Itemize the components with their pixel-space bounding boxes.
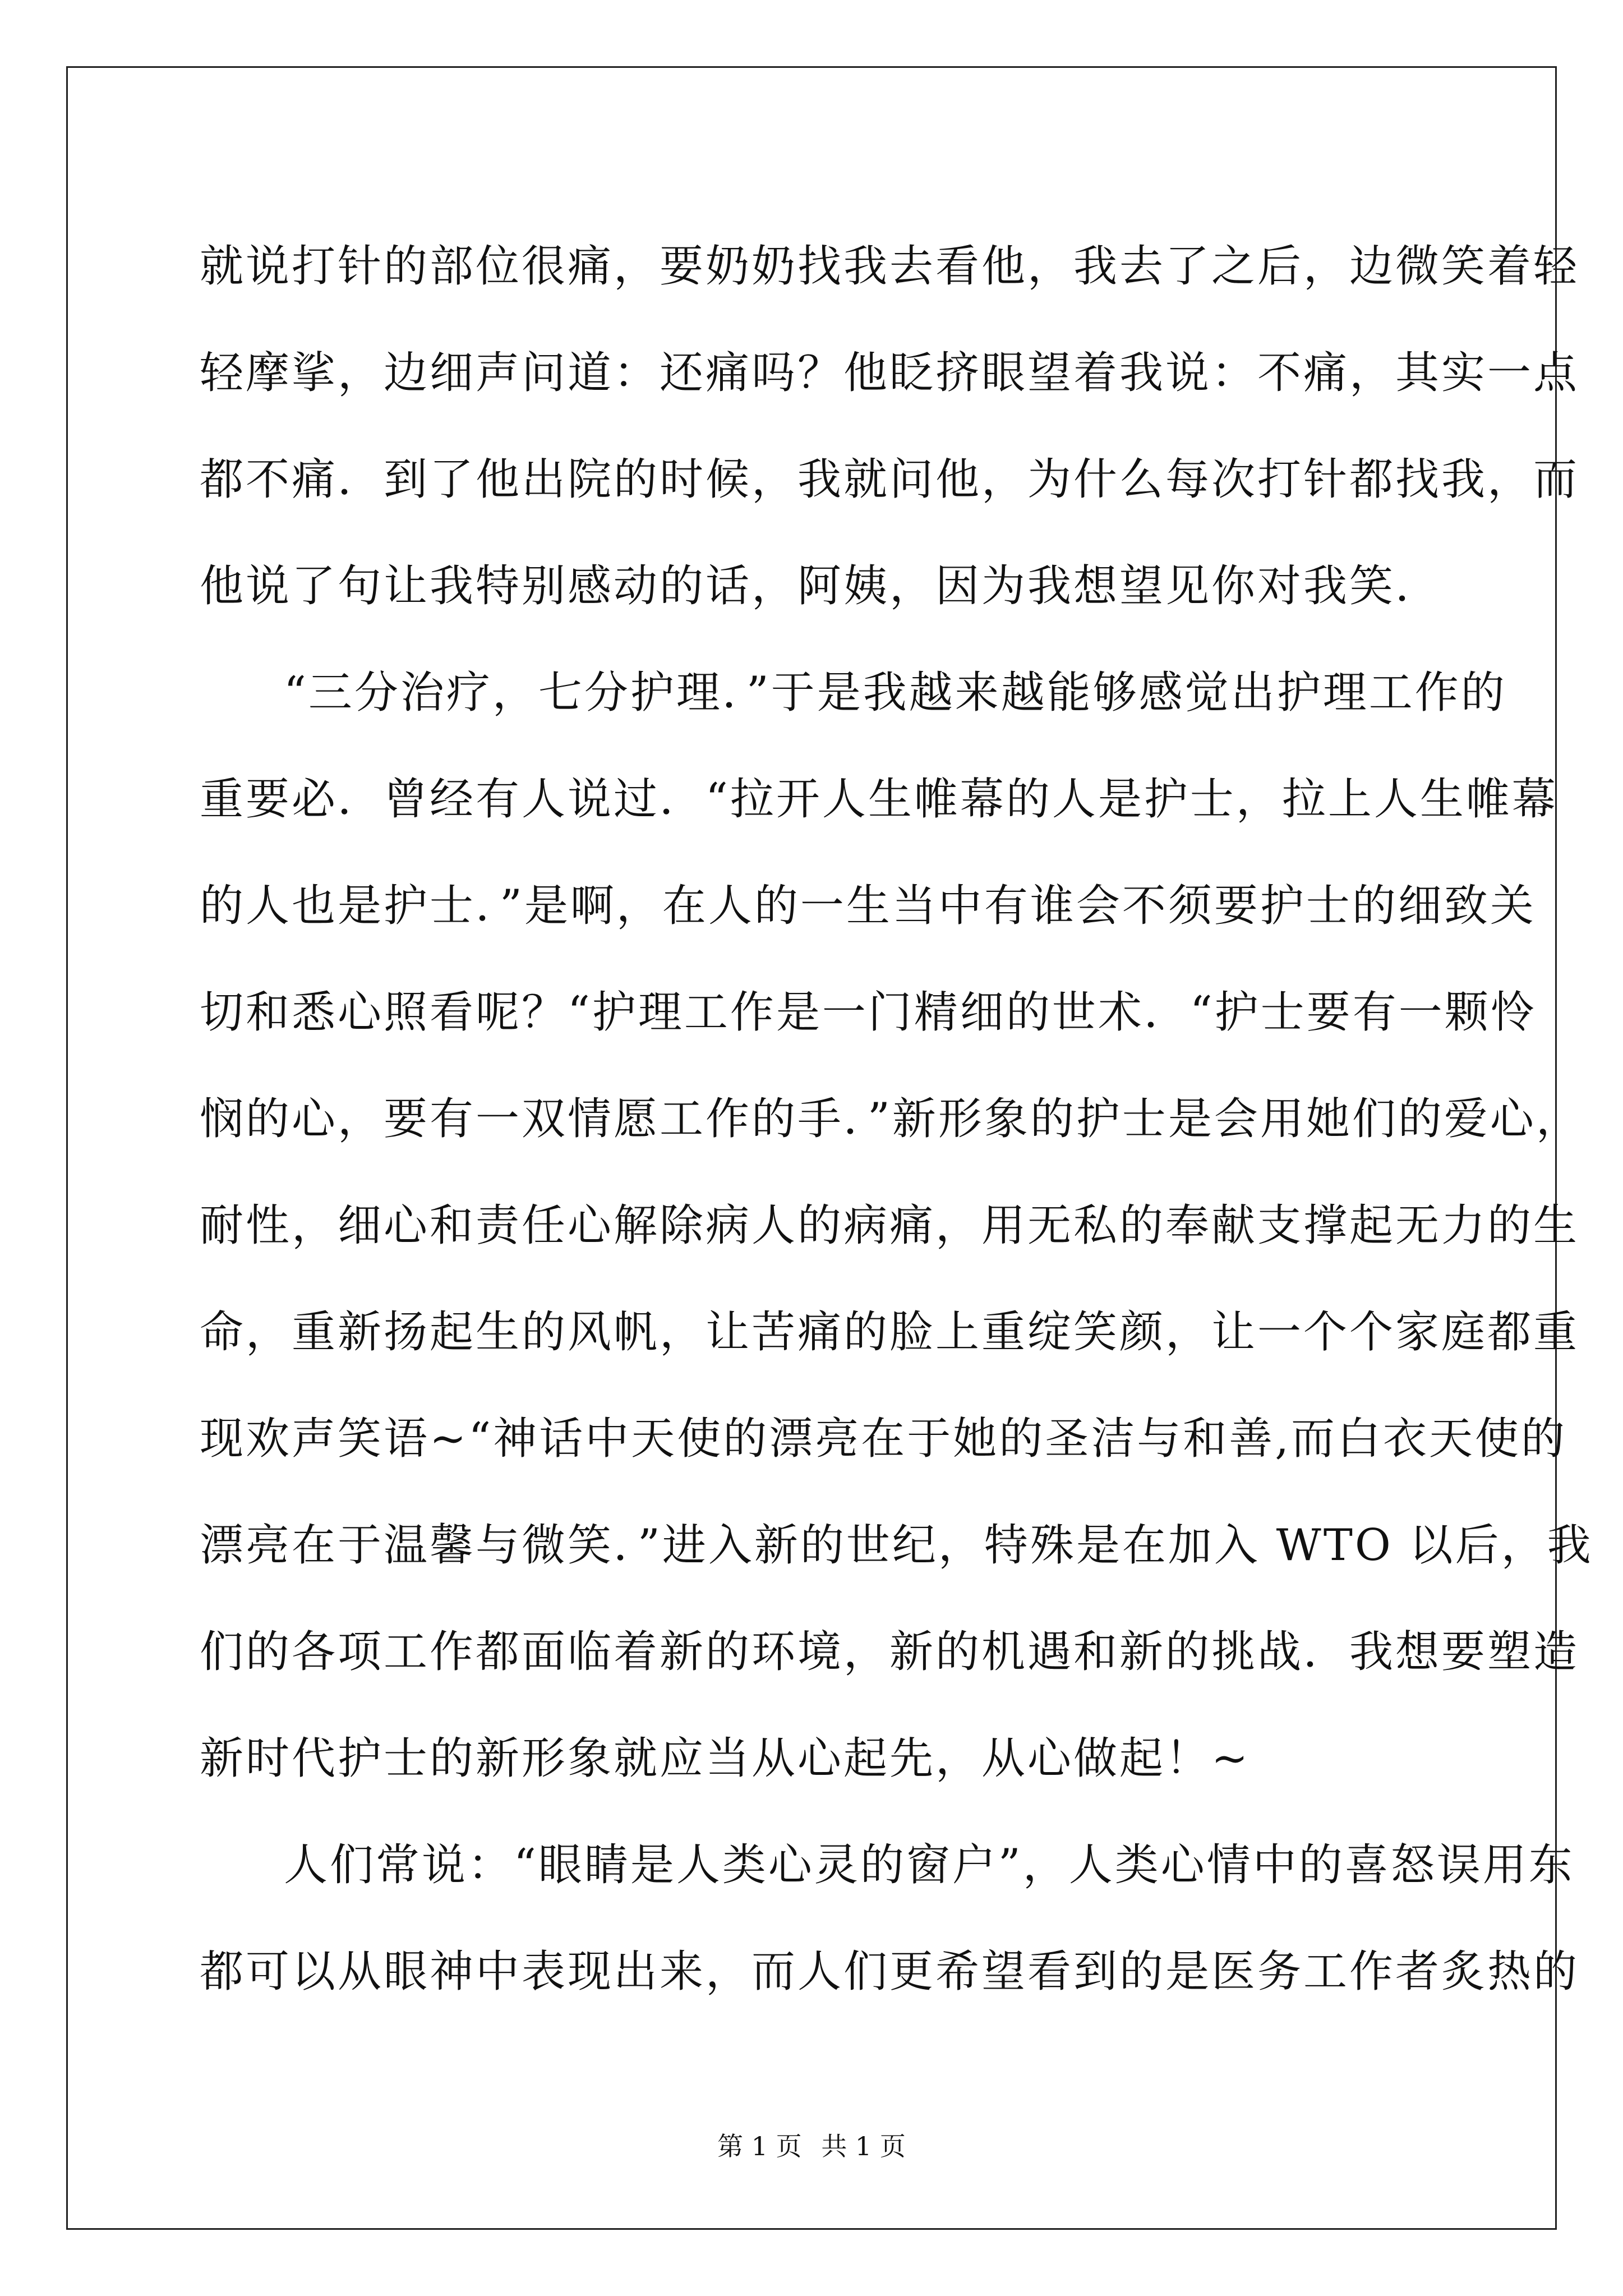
document-body — [200, 213, 1593, 2025]
page-footer — [0, 2126, 1623, 2163]
text-line: 命，重新扬起生的风帆，让苦痛的脸上重绽笑颜，让一个个家庭都重 — [200, 1307, 1580, 1358]
text-line: 就说打针的部位很痛，要奶奶找我去看他，我去了之后，边微笑着轻 — [200, 241, 1580, 292]
text-line: 现欢声笑语~“神话中天使的漂亮在于她的圣洁与和善,而白衣天使的 — [200, 1414, 1567, 1464]
text-line: 都可以从眼神中表现出来，而人们更希望看到的是医务工作者炙热的 — [200, 1947, 1580, 1997]
text-line: 们的各项工作都面临着新的环境，新的机遇和新的挑战．我想要塑造 — [200, 1627, 1580, 1677]
page-total: 共 1 页 — [821, 2131, 906, 2161]
text-line: 漂亮在于温馨与微笑．”进入新的世纪，特殊是在加入 WTO 以后，我 — [200, 1520, 1593, 1571]
text-line: 的人也是护士．”是啊，在人的一生当中有谁会不须要护士的细致关 — [200, 881, 1536, 931]
text-line: 重要必．曾经有人说过．“拉开人生帷幕的人是护士，拉上人生帷幕 — [200, 774, 1558, 825]
text-line: 他说了句让我特别感动的话，阿姨，因为我想望见你对我笑． — [200, 561, 1442, 611]
text-line: 切和悉心照看呢？“护理工作是一门精细的世术．“护士要有一颗怜 — [200, 987, 1537, 1038]
text-line: “三分治疗，七分护理．”于是我越来越能够感觉出护理工作的 — [284, 668, 1507, 718]
text-line: 人们常说：“眼睛是人类心灵的窗户”，人类心情中的喜怒误用东 — [284, 1840, 1575, 1890]
text-line: 新时代护士的新形象就应当从心起先，从心做起！~ — [200, 1733, 1251, 1784]
text-line: 轻摩挲，边细声问道：还痛吗？他眨挤眼望着我说：不痛，其实一点 — [200, 348, 1580, 398]
text-line: 都不痛．到了他出院的时候，我就问他，为什么每次打针都找我，而 — [200, 454, 1580, 505]
text-line: 耐性，细心和责任心解除病人的病痛，用无私的奉献支撑起无力的生 — [200, 1200, 1580, 1251]
page-number: 第 1 页 — [717, 2131, 802, 2161]
text-line: 悯的心，要有一双情愿工作的手．”新形象的护士是会用她们的爱心， — [200, 1094, 1582, 1144]
